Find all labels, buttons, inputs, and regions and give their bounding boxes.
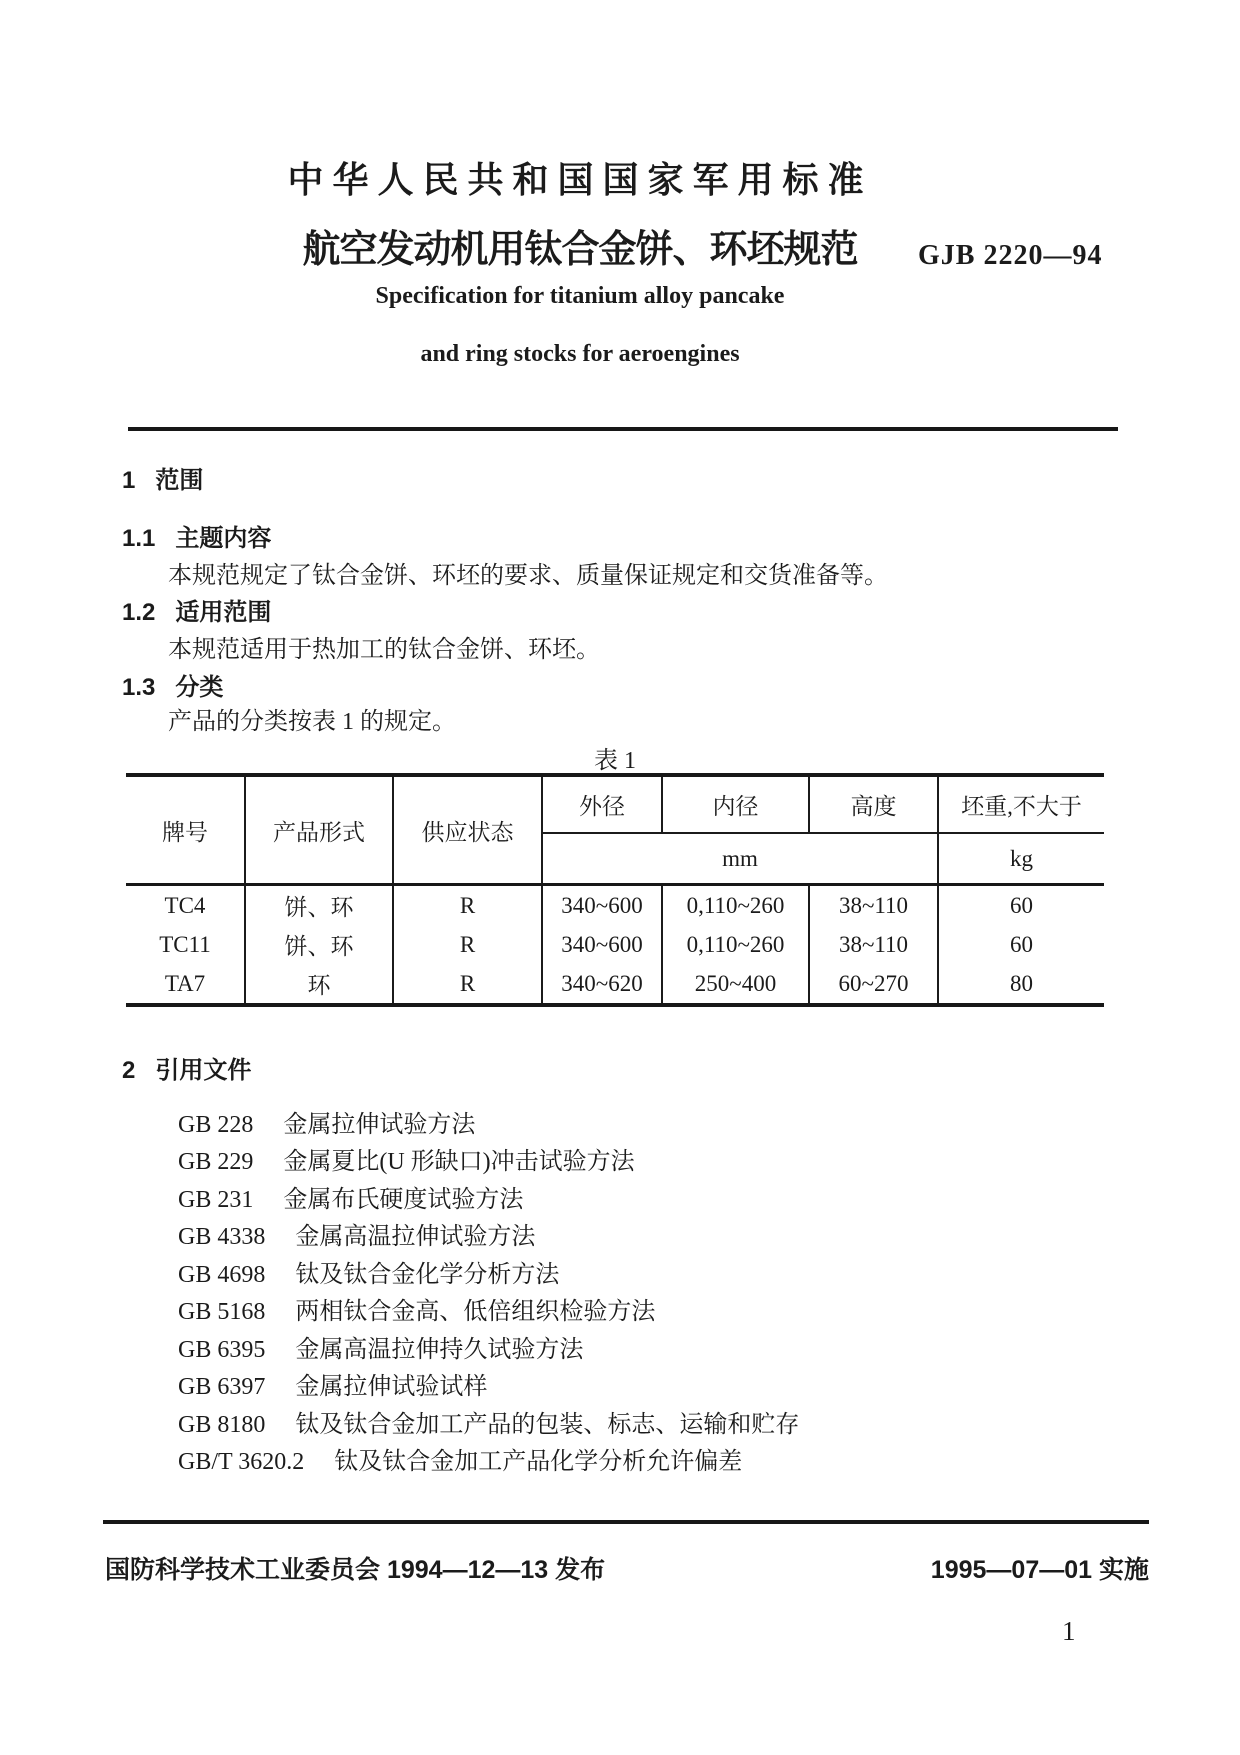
section-1-3-heading [122, 667, 223, 702]
cell-height: 38~110 [809, 925, 938, 964]
reference-code: GB 6397 [178, 1374, 266, 1400]
reference-title: 钛及钛合金加工产品的包装、标志、运输和贮存 [295, 1412, 800, 1438]
section-1-3-title: 分类 [175, 674, 224, 701]
list-item [178, 1407, 799, 1444]
reference-code: GB 4698 [178, 1262, 266, 1288]
cell-form: 环 [245, 964, 393, 1005]
reference-code: GB 6395 [178, 1337, 266, 1363]
section-1-2-heading [122, 592, 271, 627]
col-header-weight: 坯重,不大于 [938, 775, 1104, 833]
cell-height: 60~270 [809, 964, 938, 1005]
list-item [178, 1332, 583, 1369]
footer-implementation-statement [0, 1550, 1149, 1586]
footer-issue-label: 发布 [555, 1556, 606, 1584]
cell-weight: 60 [938, 885, 1104, 926]
unit-mm: mm [542, 833, 938, 885]
section-1-1-body: 本规范规定了钛合金饼、环坯的要求、质量保证规定和交货准备等。 [168, 563, 888, 589]
section-1-1-title: 主题内容 [175, 525, 272, 552]
reference-code: GB 4338 [178, 1224, 266, 1250]
section-1-2-body: 本规范适用于热加工的钛合金饼、环坯。 [168, 637, 600, 663]
list-item [178, 1182, 523, 1219]
reference-code: GB/T 3620.2 [178, 1449, 305, 1475]
cell-grade: TC4 [126, 885, 245, 926]
col-header-inner-diameter: 内径 [662, 775, 809, 833]
reference-title: 金属高温拉伸试验方法 [295, 1224, 536, 1250]
cell-form: 饼、环 [245, 925, 393, 964]
list-item [178, 1369, 487, 1406]
cell-grade: TA7 [164, 970, 206, 996]
col-header-form: 产品形式 [245, 775, 393, 885]
section-1-number: 1 [122, 467, 136, 494]
footer-rule [103, 1520, 1149, 1524]
footer-impl-label: 实施 [1098, 1556, 1149, 1584]
reference-code: GB 8180 [178, 1412, 266, 1438]
section-1-title: 范围 [155, 467, 204, 494]
footer-issue-date: 1994—12—13 [386, 1556, 549, 1584]
header-rule [128, 427, 1118, 431]
section-1-1-number: 1.1 [122, 525, 156, 552]
list-item [178, 1444, 742, 1481]
section-1-3-body: 产品的分类按表 1 的规定。 [168, 709, 456, 735]
list-item [178, 1257, 559, 1294]
document-title-cn: 航空发动机用钛合金饼、环坯规范 [302, 229, 858, 271]
section-2-number: 2 [122, 1057, 136, 1084]
reference-code: GB 228 [178, 1112, 254, 1138]
cell-id: 0,110~260 [662, 885, 809, 926]
reference-title: 金属夏比(U 形缺口)冲击试验方法 [283, 1149, 635, 1175]
table-1-caption: 表 1 [594, 748, 636, 774]
footer-impl-date: 1995—07—01 [930, 1556, 1093, 1584]
cell-id: 250~400 [662, 964, 809, 1005]
col-header-state: 供应状态 [393, 775, 542, 885]
list-item [178, 1144, 635, 1181]
cell-state: R [393, 964, 542, 1005]
cell-weight: 80 [938, 964, 1104, 1005]
cell-form: 饼、环 [245, 885, 393, 926]
cell-state: R [393, 925, 542, 964]
col-header-height: 高度 [809, 775, 938, 833]
cell-grade: TC11 [159, 931, 211, 957]
reference-title: 金属布氏硬度试验方法 [283, 1187, 524, 1213]
section-1-3-number: 1.3 [122, 674, 156, 701]
table-row [126, 925, 1104, 964]
cell-state: R [393, 885, 542, 926]
cell-weight: 60 [938, 925, 1104, 964]
reference-title: 金属拉伸试验方法 [283, 1112, 476, 1138]
reference-title: 钛及钛合金加工产品化学分析允许偏差 [334, 1449, 743, 1475]
unit-kg: kg [938, 833, 1104, 885]
reference-title: 金属拉伸试验试样 [295, 1374, 488, 1400]
cell-id: 0,110~260 [662, 925, 809, 964]
section-1-2-title: 适用范围 [175, 599, 272, 626]
section-1-1-heading [122, 518, 271, 553]
reference-code: GB 231 [178, 1187, 254, 1213]
standard-type-title: 中华人民共和国国家军用标准 [287, 159, 873, 200]
classification-table [126, 773, 1104, 1007]
table-row [126, 964, 1104, 1005]
table-row [126, 885, 1104, 926]
cell-od: 340~620 [542, 964, 662, 1005]
reference-title: 钛及钛合金化学分析方法 [295, 1262, 560, 1288]
cell-od: 340~600 [542, 925, 662, 964]
footer-issuer: 国防科学技术工业委员会 [105, 1556, 381, 1584]
standard-number: GJB 2220—94 [918, 240, 1103, 271]
document-title-en-line2: and ring stocks for aeroengines [420, 341, 740, 367]
section-1-heading [122, 460, 203, 495]
reference-title: 金属高温拉伸持久试验方法 [295, 1337, 584, 1363]
cell-height: 38~110 [809, 885, 938, 926]
reference-code: GB 229 [178, 1149, 254, 1175]
document-title-en-line1: Specification for titanium alloy pancake [375, 283, 785, 309]
section-1-2-number: 1.2 [122, 599, 156, 626]
section-2-title: 引用文件 [155, 1057, 252, 1084]
list-item [178, 1294, 655, 1331]
list-item [178, 1219, 535, 1256]
reference-code: GB 5168 [178, 1299, 266, 1325]
col-header-grade: 牌号 [162, 819, 208, 845]
section-2-heading [122, 1050, 251, 1085]
cell-od: 340~600 [542, 885, 662, 926]
reference-title: 两相钛合金高、低倍组织检验方法 [295, 1299, 656, 1325]
col-header-outer-diameter: 外径 [542, 775, 662, 833]
list-item [178, 1107, 475, 1144]
page-number: 1 [1062, 1616, 1076, 1646]
